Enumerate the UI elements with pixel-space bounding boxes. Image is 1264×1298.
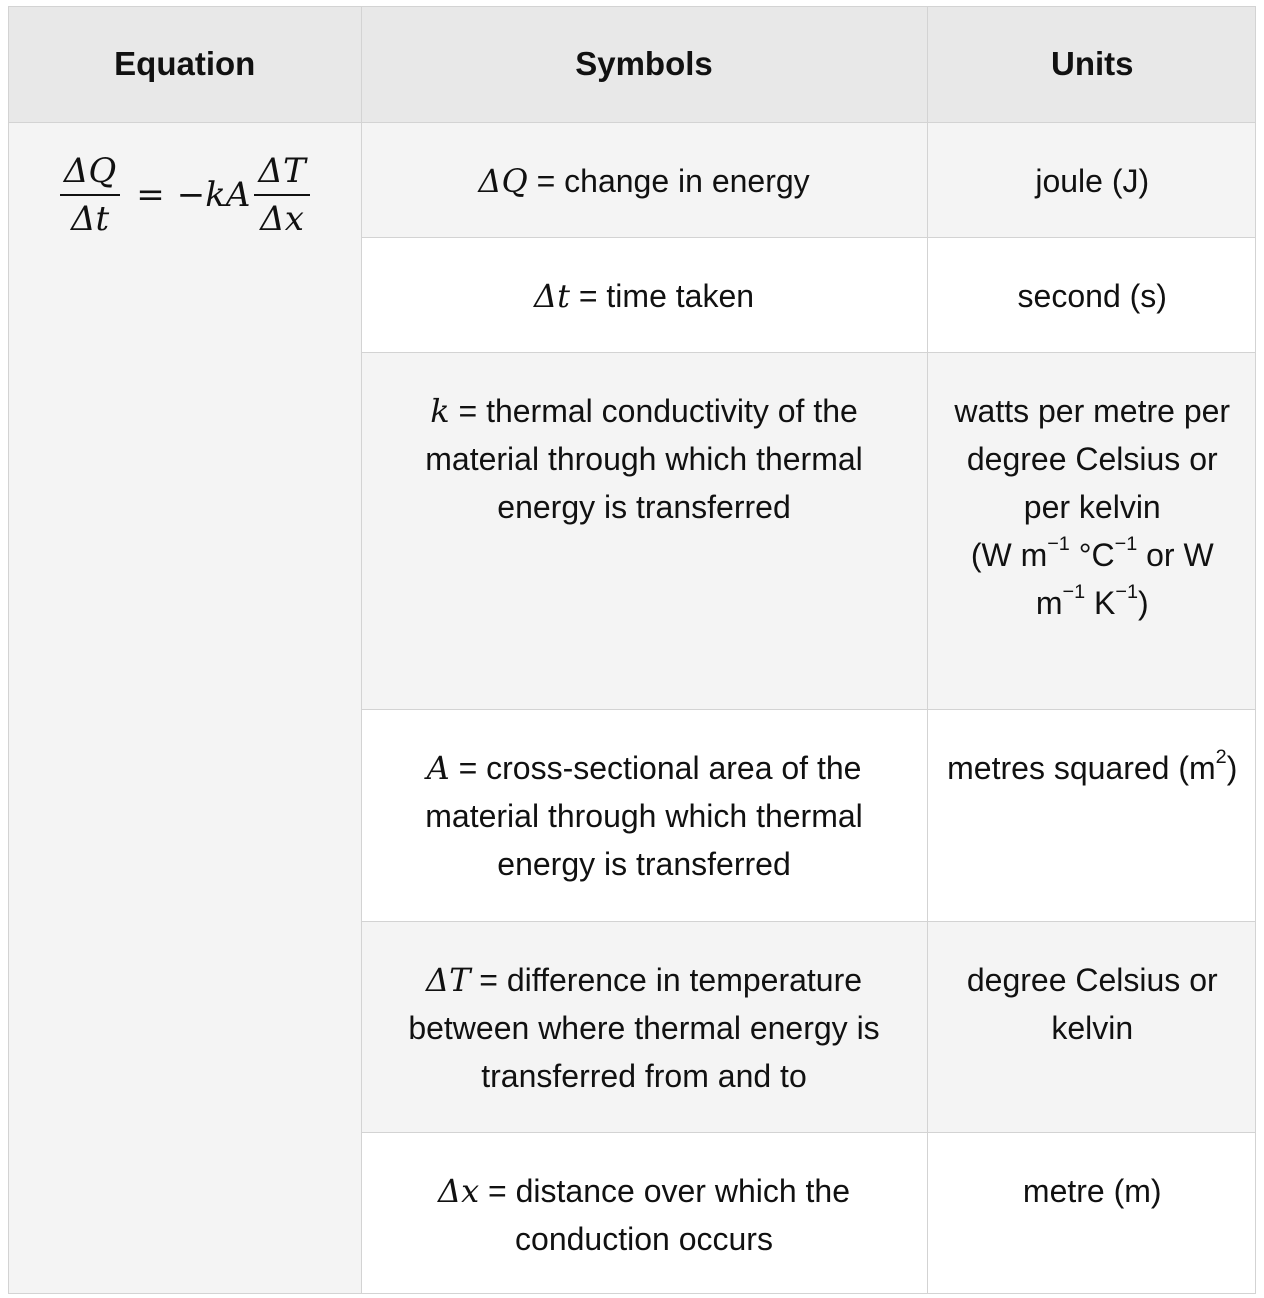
symbol-cell	[361, 352, 927, 709]
lhs-fraction	[60, 150, 120, 240]
symbol-description: = thermal conductivity of the material through which thermal energy is transferred	[425, 392, 863, 525]
rhs-fraction	[254, 150, 309, 240]
symbol-description: = time taken	[578, 277, 755, 314]
table-row	[9, 122, 1256, 237]
unit-text: joule (J)	[1035, 162, 1150, 199]
symbol-delta-x: Δx	[437, 1171, 480, 1210]
equals-sign: =	[136, 174, 165, 215]
unit-cell	[927, 709, 1256, 921]
symbol-description: = cross-sectional area of the material through which thermal energy is transferred	[425, 749, 863, 882]
unit-cell	[927, 122, 1256, 237]
lhs-denominator: Δt	[70, 198, 110, 239]
unit-text: degree Celsius or kelvin	[966, 961, 1218, 1046]
rhs-denominator: Δx	[260, 198, 304, 239]
equation-cell	[9, 122, 361, 1294]
symbol-delta-t: Δt	[533, 276, 570, 315]
conduction-equation-table	[9, 7, 1256, 1294]
unit-cell	[927, 1132, 1256, 1294]
rhs-numerator: ΔT	[254, 150, 309, 196]
unit-text: watts per metre per degree Celsius or per kelvin	[954, 392, 1231, 525]
symbol-cell	[361, 122, 927, 237]
symbol-description: = difference in temperature between where thermal energy is transferred from and to	[408, 961, 880, 1094]
header-row	[9, 7, 1256, 122]
unit-cell	[927, 921, 1256, 1132]
symbol-delta-q: ΔQ	[478, 161, 528, 200]
symbol-k: k	[430, 391, 450, 430]
unit-cell	[927, 352, 1256, 709]
header-equation: Equation	[9, 7, 361, 122]
lhs-numerator: ΔQ	[60, 150, 120, 196]
unit-text: second (s)	[1017, 277, 1167, 314]
symbol-cell	[361, 237, 927, 352]
unit-symbol-text: (W $m^{-1}$ $^\circ C^{-1}$ or W $m^{-1}$ $K^{-1}$)	[970, 532, 1214, 621]
minus-k-a-term: −kA	[176, 174, 251, 215]
symbol-cell	[361, 921, 927, 1132]
fourier-conduction-equation	[56, 150, 314, 240]
header-symbols: Symbols	[361, 7, 927, 122]
symbol-cell	[361, 709, 927, 921]
conduction-equation-table-frame	[8, 6, 1256, 1294]
symbol-cell	[361, 1132, 927, 1294]
symbol-a: A	[426, 748, 450, 787]
symbol-description: = change in energy	[536, 162, 810, 199]
unit-cell	[927, 237, 1256, 352]
symbol-delta-capital-t: ΔT	[425, 960, 471, 999]
header-units: Units	[927, 7, 1256, 122]
symbol-description: = distance over which the conduction occurs	[488, 1172, 851, 1257]
unit-text: metres squared $(m^2)$	[947, 745, 1238, 786]
unit-text: metre (m)	[1022, 1172, 1162, 1209]
